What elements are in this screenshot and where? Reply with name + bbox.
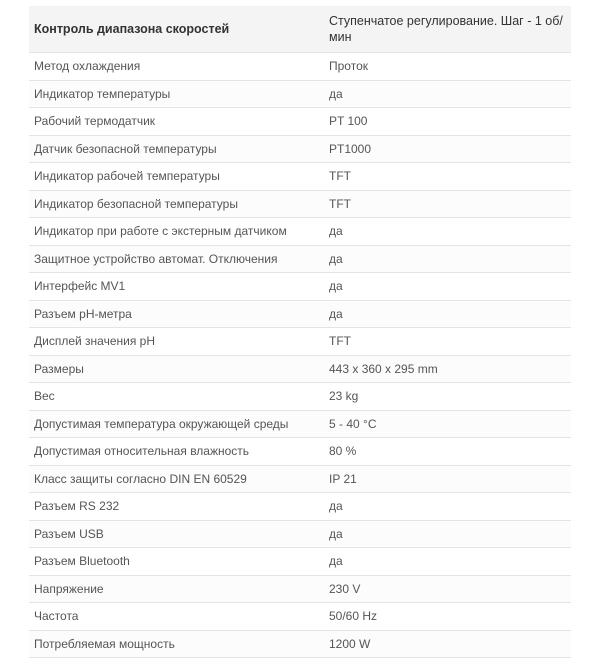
param-value-cell: TFT (325, 163, 571, 191)
param-value-cell: PT 100 (325, 108, 571, 136)
param-name-cell: Напряжение (29, 575, 325, 603)
param-value-cell: 1200 W (325, 630, 571, 658)
param-value-cell: Проток (325, 53, 571, 81)
header-param-cell: Контроль диапазона скоростей (29, 6, 325, 53)
header-value-cell: Ступенчатое регулирование. Шаг - 1 об/мин (325, 6, 571, 53)
param-name-cell: Дисплей значения pH (29, 328, 325, 356)
table-row (29, 383, 571, 411)
param-name-cell: Размеры (29, 355, 325, 383)
param-value-cell: да (325, 520, 571, 548)
specifications-table-body (29, 6, 571, 658)
table-row (29, 300, 571, 328)
param-value-cell: 5 - 40 °C (325, 410, 571, 438)
table-header-row (29, 6, 571, 53)
param-value-cell: да (325, 80, 571, 108)
param-name-cell: Индикатор рабочей температуры (29, 163, 325, 191)
table-row (29, 53, 571, 81)
table-row (29, 108, 571, 136)
param-value-cell: да (325, 493, 571, 521)
table-row (29, 410, 571, 438)
param-name-cell: Разъем Bluetooth (29, 548, 325, 576)
param-name-cell: Вес (29, 383, 325, 411)
table-row (29, 438, 571, 466)
table-row (29, 273, 571, 301)
param-name-cell: Разъем RS 232 (29, 493, 325, 521)
param-value-cell: 443 x 360 x 295 mm (325, 355, 571, 383)
table-row (29, 465, 571, 493)
table-row (29, 135, 571, 163)
param-name-cell: Потребляемая мощность (29, 630, 325, 658)
param-value-cell: 23 kg (325, 383, 571, 411)
param-value-cell: IP 21 (325, 465, 571, 493)
param-value-cell: да (325, 218, 571, 246)
param-name-cell: Датчик безопасной температуры (29, 135, 325, 163)
param-name-cell: Метод охлаждения (29, 53, 325, 81)
param-value-cell: да (325, 273, 571, 301)
param-name-cell: Разъем USB (29, 520, 325, 548)
param-value-cell: да (325, 300, 571, 328)
table-row (29, 80, 571, 108)
param-value-cell: TFT (325, 190, 571, 218)
table-row (29, 355, 571, 383)
param-value-cell: да (325, 245, 571, 273)
table-row (29, 630, 571, 658)
param-name-cell: Интерфейс MV1 (29, 273, 325, 301)
table-row (29, 218, 571, 246)
specifications-table (29, 6, 571, 658)
table-row (29, 493, 571, 521)
param-name-cell: Допустимая относительная влажность (29, 438, 325, 466)
param-name-cell: Допустимая температура окружающей среды (29, 410, 325, 438)
table-row (29, 245, 571, 273)
param-value-cell: TFT (325, 328, 571, 356)
param-value-cell: да (325, 548, 571, 576)
param-value-cell: 80 % (325, 438, 571, 466)
table-row (29, 575, 571, 603)
param-name-cell: Индикатор безопасной температуры (29, 190, 325, 218)
param-value-cell: PT1000 (325, 135, 571, 163)
table-row (29, 190, 571, 218)
param-name-cell: Частота (29, 603, 325, 631)
param-name-cell: Индикатор при работе с экстерным датчиком (29, 218, 325, 246)
param-name-cell: Класс защиты согласно DIN EN 60529 (29, 465, 325, 493)
table-row (29, 603, 571, 631)
param-name-cell: Индикатор температуры (29, 80, 325, 108)
param-name-cell: Рабочий термодатчик (29, 108, 325, 136)
param-name-cell: Защитное устройство автомат. Отключения (29, 245, 325, 273)
table-row (29, 328, 571, 356)
table-row (29, 163, 571, 191)
table-row (29, 520, 571, 548)
param-value-cell: 230 V (325, 575, 571, 603)
table-row (29, 548, 571, 576)
param-name-cell: Разъем pH-метра (29, 300, 325, 328)
param-value-cell: 50/60 Hz (325, 603, 571, 631)
